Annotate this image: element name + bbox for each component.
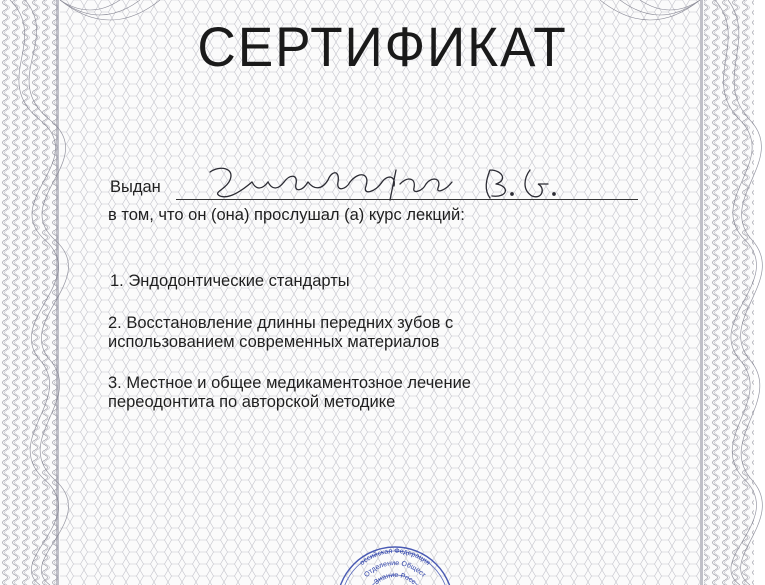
seal-text-outer: оссийская Федерация bbox=[358, 547, 432, 567]
seal-text-inner: Знание Росс bbox=[373, 571, 417, 585]
issued-label: Выдан bbox=[110, 178, 161, 196]
certificate-title: СЕРТИФИКАТ bbox=[197, 15, 568, 78]
course-item: 3. Местное и общее медикаментозное лечение переодонтита по авторской методике bbox=[108, 374, 471, 411]
course-item: 1. Эндодонтические стандарты bbox=[110, 272, 350, 290]
recipient-name-handwritten bbox=[190, 160, 610, 210]
course-item: 2. Восстановление длинны передних зубов с использованием современных материалов bbox=[108, 314, 454, 351]
seal-text-middle: Отделение Общест bbox=[363, 559, 427, 579]
round-seal-stamp bbox=[330, 545, 460, 585]
course-intro: в том, что он (она) прослушал (а) курс лекций: bbox=[108, 206, 465, 224]
svg-text:Знание Росс bbox=[373, 572, 417, 585]
